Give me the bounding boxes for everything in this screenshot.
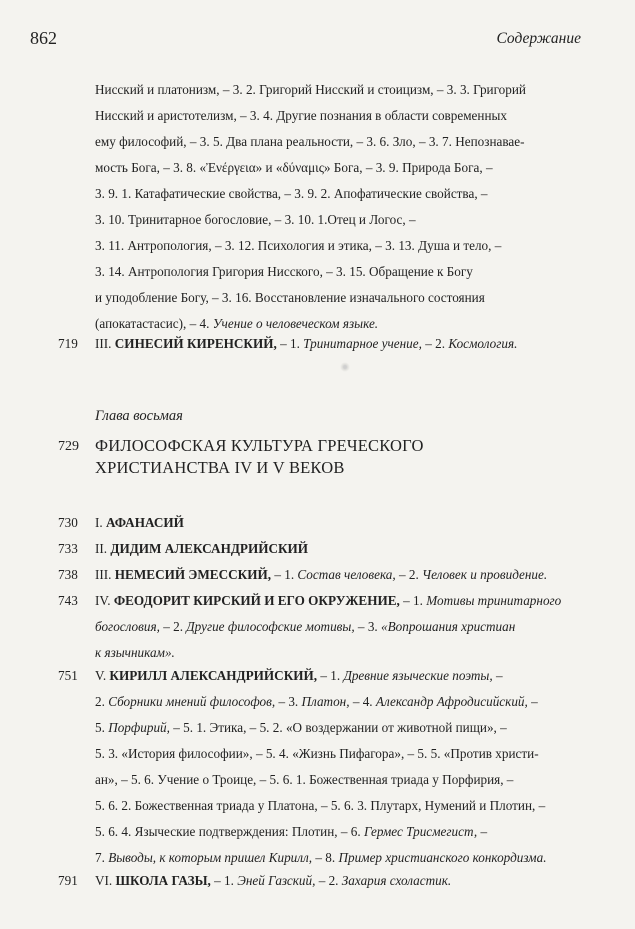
toc-page-number: 743 bbox=[58, 593, 78, 608]
text-line: мость Бога, – 3. 8. «Ἐνέργεια» и «δύναμις» Бога, – 3. 9. Природа Бога, – bbox=[95, 160, 493, 175]
text-line: и уподобление Богу, – 3. 16. Восстановление изначального состояния bbox=[95, 290, 485, 305]
toc-entry-gaza: 791 VI. ШКОЛА ГАЗЫ, – 1. Эней Газский, – 2. Захария схоластик. bbox=[0, 868, 635, 894]
text-line: 3. 10. Тринитарное богословие, – 3. 10. 1.Отец и Логос, – bbox=[95, 212, 416, 227]
text-line: 3. 11. Антропология, – 3. 12. Психология и этика, – 3. 13. Душа и тело, – bbox=[95, 238, 502, 253]
toc-entry-title: ШКОЛА ГАЗЫ, bbox=[115, 873, 211, 888]
toc-entry-title: ФЕОДОРИТ КИРСКИЙ И ЕГО ОКРУЖЕНИЕ, bbox=[113, 593, 400, 608]
toc-entry-cyril: 751 V. КИРИЛЛ АЛЕКСАНДРИЙСКИЙ, – 1. Древние языческие поэты, – 2. Сборники мнений философов, – 3. Платон, – 4. Александр Афродисийский, – 5. Порфирий, – 5. 1. Этика, – 5. 2. «О воздержании от животной пищи», – 5. 3. «История философии», – 5. 4. «Жизнь Пифагора», – 5. 5. «Против христи- ан», – 5. 6. Учение о Троице, – 5. 6. 1. Божественная триада у Порфирия, – 5. 6. 2. Божественная триада у Платона, – 5. 6. 3. Плутарх, Нумений и Плотин, – 5. 6. 4. Языческие подтверждения: Плотин, – 6. Гермес Трисмегист, – 7. Выводы, к которым пришел Кирилл, – 8. Пример христианского конкордизма. bbox=[0, 663, 635, 871]
toc-entry-theodoret: 743 IV. ФЕОДОРИТ КИРСКИЙ И ЕГО ОКРУЖЕНИЕ, – 1. Мотивы тринитарного богословия, – 2. Другие философские мотивы, – 3. «Вопрошания христиан к язычникам». bbox=[0, 588, 635, 666]
text-line: Нисский и платонизм, – 3. 2. Григорий Нисский и стоицизм, – 3. 3. Григорий bbox=[95, 82, 526, 97]
toc-entry-title: СИНЕСИЙ КИРЕНСКИЙ, bbox=[114, 336, 277, 351]
toc-page-number: 738 bbox=[58, 567, 78, 582]
toc-entry-title: АФАНАСИЙ bbox=[106, 515, 184, 530]
text-line: 3. 14. Антропология Григория Нисского, – 3. 15. Обращение к Богу bbox=[95, 264, 473, 279]
chapter-page-number: 729 bbox=[58, 439, 79, 454]
toc-entry-athanasius: 730 I. АФАНАСИЙ bbox=[0, 510, 635, 536]
text-line: ему философий, – 3. 5. Два плана реальности, – 3. 6. Зло, – 3. 7. Непознавае- bbox=[95, 134, 525, 149]
running-header: Содержание bbox=[496, 30, 581, 47]
toc-entry-title: КИРИЛЛ АЛЕКСАНДРИЙСКИЙ, bbox=[109, 668, 318, 683]
page-number: 862 bbox=[30, 28, 57, 48]
toc-page-number: 733 bbox=[58, 541, 78, 556]
toc-page-number: 791 bbox=[58, 873, 78, 888]
toc-page-number: 751 bbox=[58, 668, 78, 683]
prev-section-text bbox=[95, 77, 580, 337]
chapter-label: Глава восьмая bbox=[95, 408, 183, 424]
chapter-title: ФИЛОСОФСКАЯ КУЛЬТУРА ГРЕЧЕСКОГО ХРИСТИАНСТВА IV И V ВЕКОВ bbox=[95, 436, 424, 477]
toc-entry-title: ДИДИМ АЛЕКСАНДРИЙСКИЙ bbox=[110, 541, 309, 556]
paper-speck bbox=[340, 362, 350, 372]
toc-entry-title: НЕМЕСИЙ ЭМЕССКИЙ, bbox=[114, 567, 272, 582]
toc-page-number: 730 bbox=[58, 515, 78, 530]
toc-page-number: 719 bbox=[58, 336, 78, 351]
toc-entry-sinesius: 719 III. СИНЕСИЙ КИРЕНСКИЙ, – 1. Тринитарное учение, – 2. Космология. bbox=[0, 331, 635, 357]
text-line: (апокатастасис), – 4. Учение о человеческом языке. bbox=[95, 316, 379, 331]
text-line: Нисский и аристотелизм, – 3. 4. Другие познания в области современных bbox=[95, 108, 507, 123]
toc-entry-nemesius: 738 III. НЕМЕСИЙ ЭМЕССКИЙ, – 1. Состав человека, – 2. Человек и провидение. bbox=[0, 562, 635, 588]
toc-entry-didymus: 733 II. ДИДИМ АЛЕКСАНДРИЙСКИЙ bbox=[0, 536, 635, 562]
text-line: 3. 9. 1. Катафатические свойства, – 3. 9. 2. Апофатические свойства, – bbox=[95, 186, 488, 201]
